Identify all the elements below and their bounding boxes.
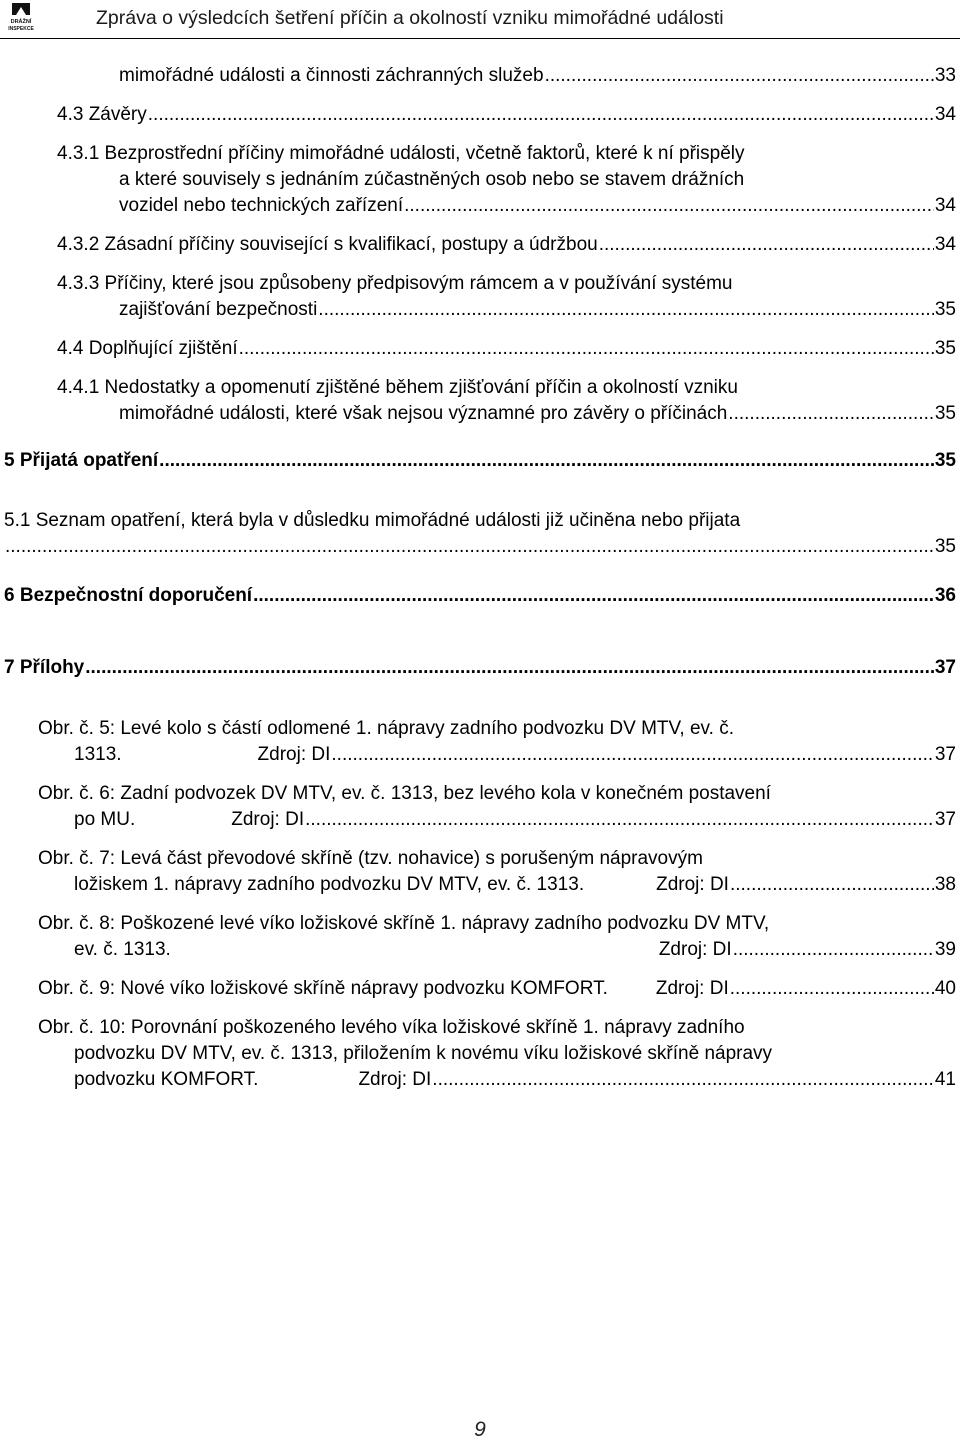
toc-entry-5-1[interactable] <box>4 508 956 560</box>
dot-leader <box>599 232 934 258</box>
figure-caption: Obr. č. 5: Levé kolo s částí odlomené 1. nápravy zadního podvozku DV MTV, ev. č. <box>38 718 734 739</box>
figure-caption: Obr. č. 7: Levá část převodové skříně (tzv. nohavice) s porušeným nápravovým <box>38 848 703 869</box>
toc-entry-4-3[interactable] <box>57 102 956 128</box>
figure-page-number: 37 <box>934 809 956 830</box>
dot-leader <box>239 336 934 362</box>
figure-page-number: 40 <box>934 978 956 999</box>
dot-leader <box>432 1067 934 1093</box>
dot-leader <box>85 655 934 681</box>
toc-entry-text: 4.4 Doplňující zjištění <box>57 338 238 359</box>
dot-leader <box>318 297 934 323</box>
toc-entry-4-3-3[interactable] <box>57 271 956 323</box>
figure-source: Zdroj: DI <box>656 874 729 895</box>
svg-text:INSPEKCE: INSPEKCE <box>8 26 34 32</box>
dot-leader <box>159 448 934 474</box>
dot-leader <box>148 102 934 128</box>
toc-entry-5[interactable] <box>4 448 956 474</box>
figure-source: Zdroj: DI <box>655 978 729 999</box>
figure-page-number: 41 <box>934 1069 956 1090</box>
figure-page-number: 37 <box>934 744 956 765</box>
figure-entry-9[interactable] <box>38 976 956 1002</box>
toc-page-number: 35 <box>934 450 956 471</box>
toc-entry-text: a které souvisely s jednáním zúčastněných osob nebo se stavem drážních <box>119 169 745 190</box>
toc-page-number: 36 <box>934 585 956 606</box>
page-header <box>0 0 960 39</box>
toc-page-number: 37 <box>934 657 956 678</box>
toc-entry-text: 7 Přílohy <box>4 657 85 678</box>
toc-page-number: 33 <box>934 65 956 86</box>
toc-page-number: 35 <box>934 403 956 424</box>
figure-source: Zdroj: DI <box>358 1069 432 1090</box>
toc-page-number: 34 <box>934 195 956 216</box>
toc-entry-6[interactable] <box>4 583 956 609</box>
toc-entry-text: zajišťování bezpečnosti <box>119 299 318 320</box>
figure-caption: Obr. č. 8: Poškozené levé víko ložiskové skříně 1. nápravy zadního podvozku DV MTV, <box>38 913 770 934</box>
toc-entry-text: 5.1 Seznam opatření, která byla v důsledku mimořádné události již učiněna nebo přijata <box>4 510 741 531</box>
figure-entry-10[interactable] <box>38 1015 956 1093</box>
dot-leader <box>545 63 934 89</box>
figure-entry-6[interactable] <box>38 781 956 833</box>
toc-entry-text: 6 Bezpečnostní doporučení <box>4 585 253 606</box>
figure-page-number: 39 <box>934 939 956 960</box>
dot-leader <box>728 401 934 427</box>
figure-source: Zdroj: DI <box>231 809 305 830</box>
toc-entry-text: 4.3.1 Bezprostřední příčiny mimořádné události, včetně faktorů, které k ní přispěly <box>57 143 745 164</box>
figure-entry-7[interactable] <box>38 846 956 898</box>
figure-caption: Obr. č. 10: Porovnání poškozeného levého víka ložiskové skříně 1. nápravy zadního <box>38 1017 745 1038</box>
dot-leader <box>253 583 934 609</box>
toc-entry-4-3-2[interactable] <box>57 232 956 258</box>
toc-entry-text: 5 Přijatá opatření <box>4 450 159 471</box>
figure-source: Zdroj: DI <box>658 939 732 960</box>
figure-caption: podvozku KOMFORT. <box>74 1069 259 1090</box>
figure-caption: Obr. č. 6: Zadní podvozek DV MTV, ev. č. 1313, bez levého kola v konečném postavení <box>38 783 771 804</box>
dot-leader <box>733 937 934 963</box>
dot-leader <box>404 193 934 219</box>
figure-caption: Obr. č. 9: Nové víko ložiskové skříně nápravy podvozku KOMFORT. <box>38 978 608 999</box>
toc-entry-4-3-1[interactable] <box>57 141 956 219</box>
figure-caption: podvozku DV MTV, ev. č. 1313, přiložením k novému víku ložiskové skříně nápravy <box>74 1043 773 1064</box>
toc-entry-text: mimořádné události, které však nejsou významné pro závěry o příčinách <box>119 403 728 424</box>
figure-caption: po MU. <box>74 809 136 830</box>
figure-entry-8[interactable] <box>38 911 956 963</box>
figure-source: Zdroj: DI <box>257 744 331 765</box>
figure-page-number: 38 <box>934 874 956 895</box>
toc-entry-4-4-1[interactable] <box>57 375 956 427</box>
header-title: Zpráva o výsledcích šetření příčin a okolností vzniku mimořádné události <box>96 7 724 29</box>
toc-entry-text: 4.3.2 Zásadní příčiny související s kvalifikací, postupy a údržbou <box>57 234 598 255</box>
drazni-inspekce-logo <box>2 2 40 34</box>
toc-entry-4-2-cont[interactable] <box>57 63 956 89</box>
toc-page-number: 34 <box>934 234 956 255</box>
page-number: 9 <box>474 1418 486 1441</box>
dot-leader <box>730 872 934 898</box>
toc-entry-7[interactable] <box>4 655 956 681</box>
toc-entry-text: 4.3 Závěry <box>57 104 147 125</box>
toc-page-number: 35 <box>934 536 956 557</box>
dot-leader <box>331 742 933 768</box>
dot-leader <box>5 534 934 560</box>
figure-entry-5[interactable] <box>38 716 956 768</box>
toc-entry-text: 4.3.3 Příčiny, které jsou způsobeny předpisovým rámcem a v používání systému <box>57 273 733 294</box>
toc-entry-text: 4.4.1 Nedostatky a opomenutí zjištěné během zjišťování příčin a okolností vzniku <box>57 377 738 398</box>
toc-page-number: 35 <box>934 299 956 320</box>
dot-leader <box>305 807 934 833</box>
toc-entry-4-4[interactable] <box>57 336 956 362</box>
toc-entry-text: vozidel nebo technických zařízení <box>119 195 404 216</box>
figure-caption: 1313. <box>74 744 122 765</box>
toc-page-number: 35 <box>934 338 956 359</box>
toc-page-number: 34 <box>934 104 956 125</box>
figure-caption: ložiskem 1. nápravy zadního podvozku DV MTV, ev. č. 1313. <box>74 874 585 895</box>
toc-entry-text: mimořádné události a činnosti záchranných služeb <box>119 65 544 86</box>
svg-text:DRÁŽNÍ: DRÁŽNÍ <box>10 19 32 25</box>
figure-caption: ev. č. 1313. <box>74 939 171 960</box>
dot-leader <box>730 976 934 1002</box>
